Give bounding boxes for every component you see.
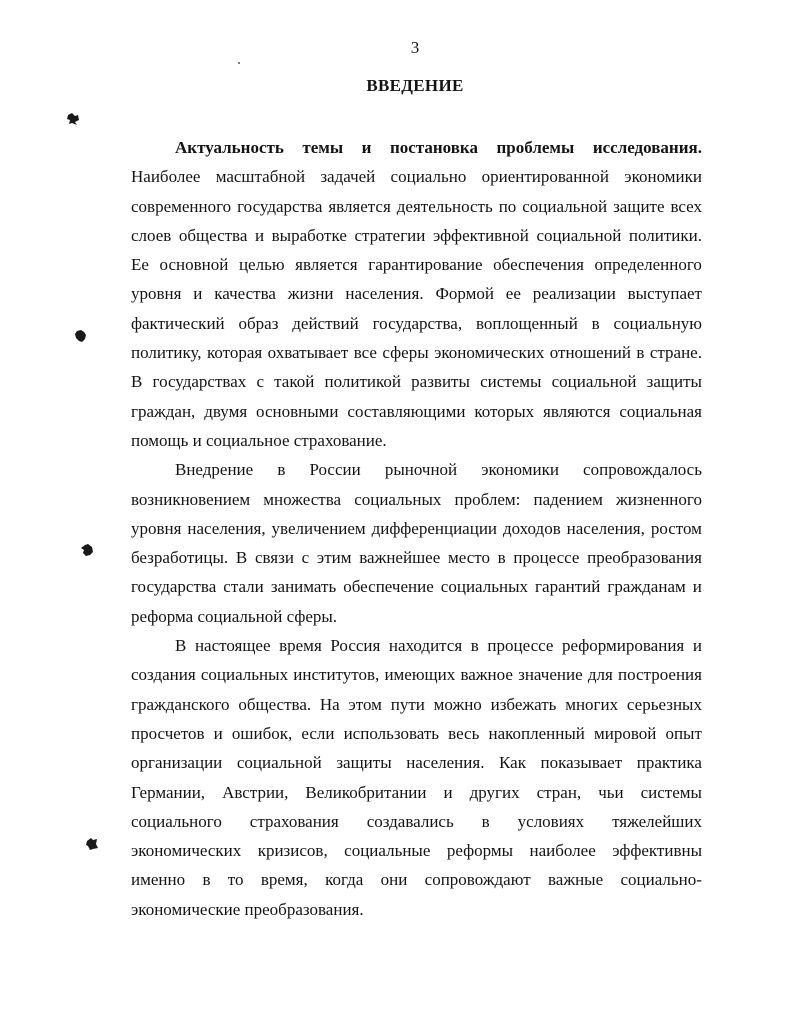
word: процессе [487, 636, 554, 656]
word: исследования. [592, 138, 702, 157]
word: сферы [382, 343, 429, 363]
text-line [131, 367, 702, 396]
word: системы [640, 782, 702, 802]
word: если [301, 723, 335, 743]
word: социальную [613, 313, 702, 333]
text-line [131, 279, 702, 308]
word: реформы [446, 841, 514, 861]
text-line [131, 807, 702, 836]
word: Актуальность [175, 138, 284, 157]
word: избежать [490, 694, 557, 714]
word: гражданского [131, 694, 230, 714]
text-line [131, 836, 702, 865]
page-number: 3 [410, 38, 420, 57]
word: то [227, 870, 244, 890]
word: условиях [517, 811, 585, 831]
word: темы [302, 138, 344, 157]
word: политикой [324, 372, 401, 392]
text-line [131, 162, 702, 191]
word: для [587, 665, 613, 685]
word: настоящее [194, 636, 271, 656]
text-line [131, 455, 702, 484]
word: серьезных [626, 694, 702, 714]
text-line [131, 865, 702, 894]
word: выработке [271, 225, 347, 245]
word: социального [131, 811, 222, 831]
paragraph-market-economy [131, 455, 702, 631]
word: сопровождалось [583, 460, 702, 480]
word: современного [131, 196, 232, 216]
word: ориентированной [481, 167, 610, 187]
word: множества [263, 489, 342, 509]
word: основной [159, 255, 229, 275]
text-line [131, 690, 702, 719]
word: системы [480, 372, 542, 392]
word: защиты [646, 372, 702, 392]
word: выступает [627, 284, 702, 304]
word: можно [433, 694, 482, 714]
word: в [277, 460, 286, 480]
word: России [309, 460, 361, 480]
word: социальной [536, 225, 622, 245]
word: В [131, 372, 143, 392]
text-line [131, 192, 702, 221]
word: охватывает [267, 343, 349, 363]
word: все [353, 343, 377, 363]
word: мировой [593, 723, 657, 743]
text-line [131, 514, 702, 543]
word: важные [547, 870, 604, 890]
word: когда [325, 870, 364, 890]
word: весь [448, 723, 480, 743]
word: гарантирование [368, 255, 483, 275]
word: время [279, 636, 322, 656]
word: качества [214, 284, 276, 304]
word: в [470, 636, 479, 656]
word: населения. [406, 753, 485, 773]
word: граждан, [131, 401, 196, 421]
word: занимать [270, 577, 337, 597]
word: и [692, 636, 702, 656]
word: экономических [131, 841, 242, 861]
word: Наиболее [131, 167, 201, 187]
word: социальных [200, 665, 289, 685]
word: уровня [131, 518, 182, 538]
word: определенного [594, 255, 702, 275]
word: воплощенный [475, 313, 578, 333]
word: других [469, 782, 520, 802]
word: защиты [336, 753, 392, 773]
word: уровня [131, 284, 182, 304]
word: и [692, 577, 702, 597]
text-line: экономические преобразования. [131, 899, 364, 919]
word: именно [131, 870, 186, 890]
word: кризисов, [257, 841, 328, 861]
word: жизненного [616, 489, 702, 509]
word: В [175, 636, 187, 656]
word: институтов, [293, 665, 380, 685]
word: социальные [344, 841, 431, 861]
word: стране. [649, 343, 702, 363]
scan-speck-icon [66, 112, 80, 126]
word: Австрии, [222, 782, 289, 802]
word: экономических [434, 343, 545, 363]
word: Великобритании [305, 782, 427, 802]
word: Внедрение [175, 460, 254, 480]
document-body [131, 133, 702, 924]
text-line [131, 660, 702, 689]
word: фактический [131, 313, 225, 333]
text-line [131, 133, 702, 162]
word: обеспечения [493, 255, 584, 275]
text-line [131, 397, 702, 426]
word: сопровождают [424, 870, 531, 890]
word: стали [223, 577, 264, 597]
word: масштабной [215, 167, 306, 187]
word: целью [238, 255, 285, 275]
word: и [443, 782, 453, 802]
word: эффективной [432, 225, 529, 245]
word: безработицы. [131, 548, 229, 568]
word: гражданам [607, 577, 686, 597]
word: в [591, 313, 600, 333]
word: такой [274, 372, 315, 392]
word: государствах [152, 372, 247, 392]
word: время, [260, 870, 308, 890]
word: которая [206, 343, 263, 363]
word: создавались [366, 811, 454, 831]
word: социально [390, 167, 467, 187]
text-line [131, 543, 702, 572]
word: и [193, 284, 203, 304]
word: в [636, 343, 645, 363]
word: социальной [551, 372, 637, 392]
word: государства, [372, 313, 463, 333]
word: ошибок, [231, 723, 293, 743]
text-line [131, 250, 702, 279]
word: является [328, 196, 391, 216]
text-line: помощь и социальное страхование. [131, 430, 387, 450]
word: социальной [236, 753, 322, 773]
word: по [498, 196, 517, 216]
word: с [301, 548, 310, 568]
text-line [131, 572, 702, 601]
word: социальная [619, 401, 702, 421]
word: государства [237, 196, 323, 216]
word: социальных [440, 577, 528, 597]
scan-speck-icon [80, 543, 94, 557]
word: основными [256, 401, 339, 421]
word: использовать [343, 723, 440, 743]
text-line [131, 719, 702, 748]
word: проблем: [454, 489, 521, 509]
word: Как [499, 753, 526, 773]
word: задачей [320, 167, 376, 187]
word: политику, [131, 343, 202, 363]
word: являются [543, 401, 611, 421]
text-line [131, 778, 702, 807]
word: ростом [650, 518, 702, 538]
word: составляющими [347, 401, 466, 421]
word: страхования [249, 811, 339, 831]
word: и [361, 138, 372, 157]
word: этим [316, 548, 352, 568]
word: развиты [411, 372, 470, 392]
word: накопленный [488, 723, 585, 743]
word: экономики [624, 167, 702, 187]
word: которых [474, 401, 535, 421]
word: социальных [354, 489, 442, 509]
word: чьи [598, 782, 624, 802]
text-line [131, 631, 702, 660]
word: построения [617, 665, 702, 685]
word: отношений [549, 343, 631, 363]
word: населения. [345, 284, 424, 304]
word: связи [254, 548, 294, 568]
word: населения, [187, 518, 266, 538]
word: значение [518, 665, 583, 685]
word: организации [131, 753, 223, 773]
word: социальной [522, 196, 608, 216]
scan-speck-icon [74, 329, 88, 343]
word: действий [292, 313, 359, 333]
word: государства [131, 577, 217, 597]
word: дифференциации [371, 518, 498, 538]
text-line [131, 748, 702, 777]
word: эффективны [612, 841, 702, 861]
word: практика [636, 753, 702, 773]
word: На [319, 694, 340, 714]
scan-dot [238, 62, 240, 64]
word: общества. [238, 694, 312, 714]
paragraph-reform [131, 631, 702, 924]
word: Россия [330, 636, 381, 656]
word: они [380, 870, 408, 890]
word: увеличением [271, 518, 366, 538]
page-title: ВВЕДЕНИЕ [366, 76, 464, 95]
word: слоев [131, 225, 172, 245]
word: стран, [536, 782, 582, 802]
text-line [131, 309, 702, 338]
word: в [202, 870, 211, 890]
word: общества [178, 225, 248, 245]
word: является [295, 255, 358, 275]
word: гарантий [535, 577, 601, 597]
word: наиболее [529, 841, 596, 861]
word: тяжелейших [612, 811, 702, 831]
word: реформирования [562, 636, 685, 656]
word: деятельность [396, 196, 493, 216]
word: стратегии [354, 225, 426, 245]
word: жизни [287, 284, 334, 304]
word: показывает [540, 753, 623, 773]
text-line [131, 338, 702, 367]
word: возникновением [131, 489, 251, 509]
word: опыт [665, 723, 702, 743]
word: падением [533, 489, 603, 509]
word: и [213, 723, 223, 743]
word: этом [348, 694, 382, 714]
word: населения, [566, 518, 645, 538]
word: важнейшее [359, 548, 441, 568]
word: преобразования [587, 548, 702, 568]
word: процессе [513, 548, 580, 568]
word: в [497, 548, 506, 568]
word: пути [390, 694, 425, 714]
paragraph-relevance [131, 133, 702, 455]
text-line [131, 221, 702, 250]
word: социально- [620, 870, 702, 890]
word: образ [238, 313, 279, 333]
word: проблемы [496, 138, 575, 157]
scan-speck-icon [85, 837, 99, 851]
word: Германии, [131, 782, 206, 802]
word: создания [131, 665, 196, 685]
word: Ее [131, 255, 149, 275]
word: и [254, 225, 265, 245]
word: доходов [502, 518, 561, 538]
word: находится [388, 636, 463, 656]
word: просчетов [131, 723, 205, 743]
word: в [481, 811, 490, 831]
word: ее [505, 284, 521, 304]
word: двумя [204, 401, 248, 421]
word: всех [670, 196, 702, 216]
word: постановка [389, 138, 478, 157]
word: место [447, 548, 490, 568]
word: обеспечение [343, 577, 434, 597]
word: многих [565, 694, 619, 714]
text-line [131, 485, 702, 514]
word: важное [460, 665, 513, 685]
word: имеющих [384, 665, 456, 685]
word: с [256, 372, 264, 392]
word: защите [613, 196, 665, 216]
word: Формой [435, 284, 494, 304]
word: реализации [532, 284, 616, 304]
word: политики. [628, 225, 702, 245]
word: экономики [481, 460, 559, 480]
word: рыночной [384, 460, 458, 480]
text-line: реформа социальной сферы. [131, 606, 338, 626]
word: В [235, 548, 248, 568]
